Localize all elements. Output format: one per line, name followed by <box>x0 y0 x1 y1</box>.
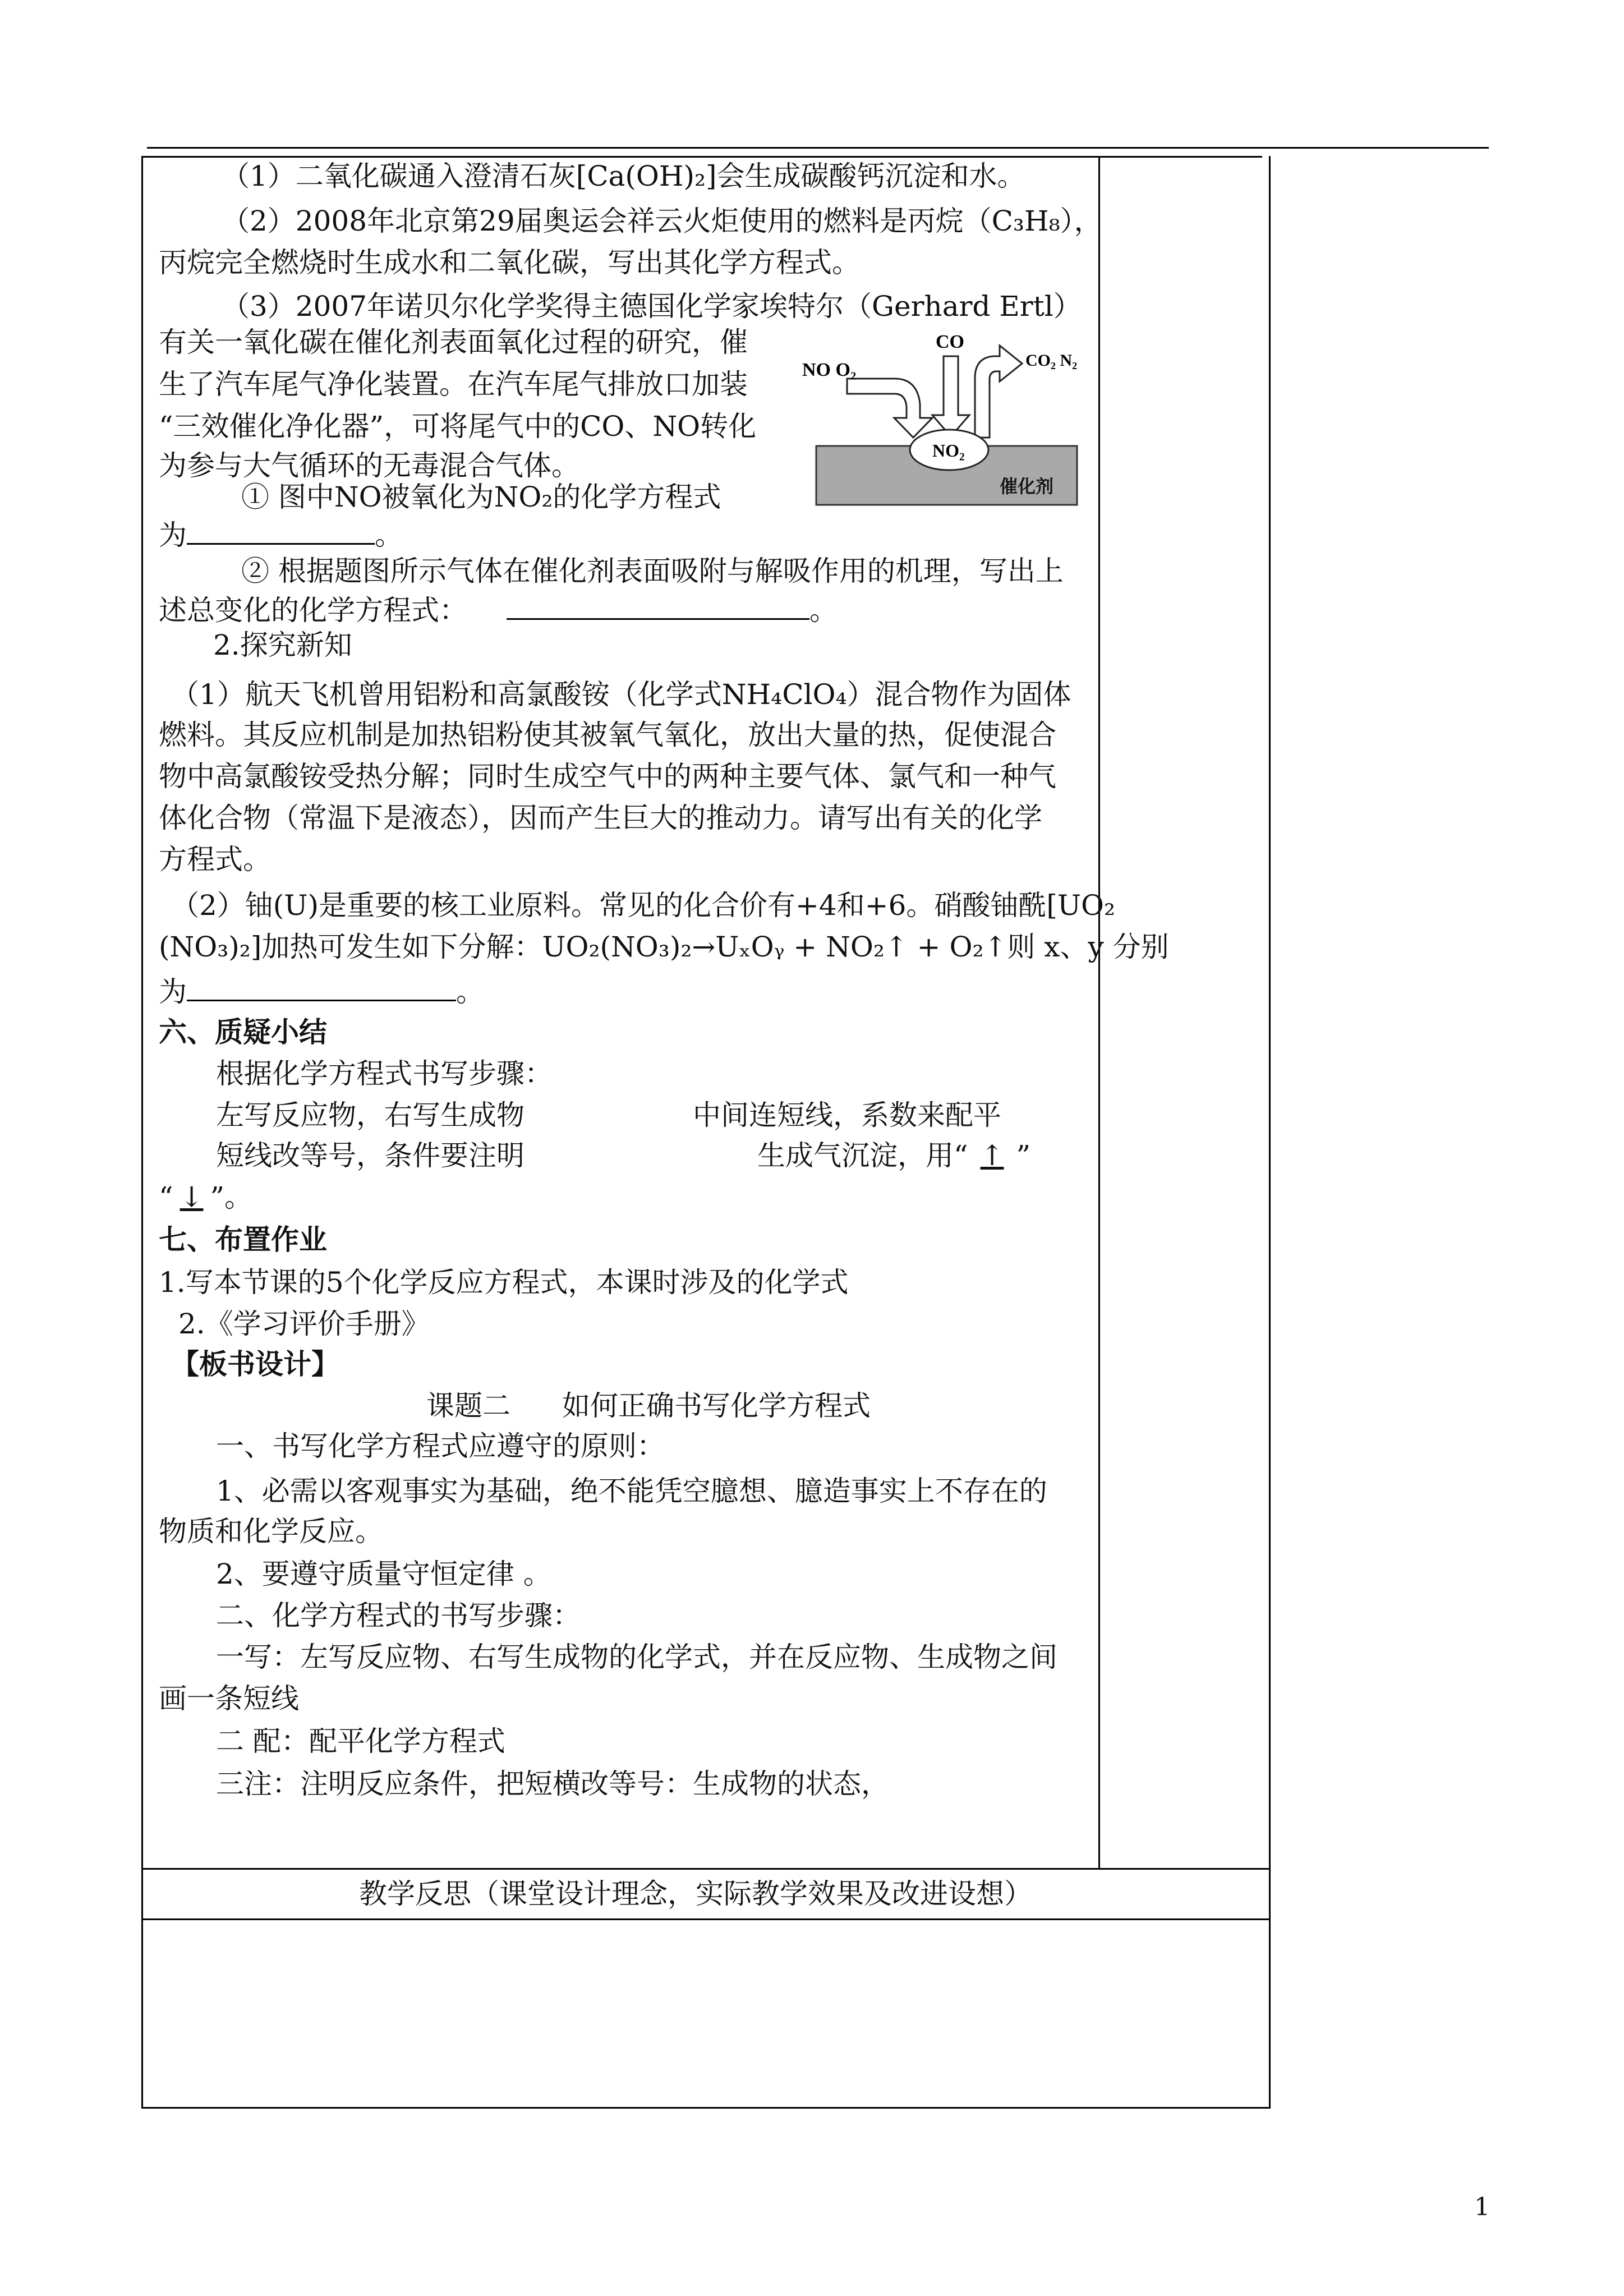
text-line: 根据化学方程式书写步骤： <box>216 1057 553 1090</box>
text-line: 方程式。 <box>159 843 271 876</box>
text-line: 物中高氯酸铵受热分解；同时生成空气中的两种主要气体、氯气和一种气 <box>159 760 1056 793</box>
text-line: ① 图中NO被氧化为NO₂的化学方程式 <box>241 481 721 513</box>
text-suffix: ”。 <box>210 1181 253 1213</box>
text-line: 中间连短线，系数来配平 <box>693 1099 1001 1131</box>
text-prefix: 为 <box>159 976 187 1008</box>
column-divider <box>1098 156 1100 1868</box>
text-line: (NO₃)₂]加热可发生如下分解：UO₂(NO₃)₂→UₓOᵧ + NO₂↑ + O₂↑则 x、y 分别 <box>159 931 1169 963</box>
text-line <box>159 1180 252 1214</box>
text-line: ② 根据题图所示气体在催化剂表面吸附与解吸作用的机理，写出上 <box>241 555 1064 587</box>
text-line: 1.写本节课的5个化学反应方程式，本课时涉及的化学式 <box>159 1266 849 1299</box>
table-right-border <box>1269 156 1271 2108</box>
text-suffix: ” <box>1016 1139 1031 1172</box>
label-co: CO <box>936 332 964 352</box>
text-line: 短线改等号，条件要注明 <box>216 1139 525 1172</box>
text-line: “三效催化净化器”，可将尾气中的CO、NO转化 <box>159 410 757 443</box>
incoming-arrow-left <box>847 379 932 438</box>
text-line: 左写反应物，右写生成物 <box>216 1099 525 1131</box>
text-line <box>757 1139 1030 1172</box>
text-line: 画一条短线 <box>159 1682 299 1715</box>
answer-blank[interactable] <box>187 516 375 545</box>
section-label: 2.探究新知 <box>213 629 352 661</box>
text-line: 生了汽车尾气净化装置。在汽车尾气排放口加装 <box>159 368 748 401</box>
board-title-right: 如何正确书写化学方程式 <box>562 1389 871 1422</box>
text-line: 体化合物（常温下是液态），因而产生巨大的推动力。请写出有关的化学 <box>159 802 1042 834</box>
text-line: （1）二氧化碳通入澄清石灰[Ca(OH)₂]会生成碳酸钙沉淀和水。 <box>222 160 1025 192</box>
table-bottom-border <box>141 2107 1271 2109</box>
text-line: 二、化学方程式的书写步骤： <box>216 1599 581 1632</box>
text-prefix: “ <box>159 1181 173 1213</box>
text-line: 三注：注明反应条件，把短横改等号：生成物的状态， <box>216 1768 889 1800</box>
text-suffix: 。 <box>375 519 403 551</box>
text-line: 有关一氧化碳在催化剂表面氧化过程的研究，催 <box>159 326 748 358</box>
text-prefix: 生成气沉淀，用“ <box>757 1139 968 1172</box>
text-line: 为参与大气循环的无毒混合气体。 <box>159 449 579 482</box>
table-left-border <box>141 156 143 2108</box>
text-line: 1、必需以客观事实为基础，绝不能凭空臆想、臆造事实上不存在的 <box>216 1475 1047 1507</box>
section-heading: 【板书设计】 <box>171 1347 339 1381</box>
gas-arrow-symbol: ↑ <box>980 1139 1004 1172</box>
outgoing-arrow-right <box>975 346 1022 438</box>
label-no-o2: NO O₂ <box>802 360 857 380</box>
text-line: 一写：左写反应物、右写生成物的化学式，并在反应物、生成物之间 <box>216 1641 1057 1673</box>
table-top-border <box>141 156 1262 158</box>
text-line: 一、书写化学方程式应遵守的原则： <box>216 1430 665 1462</box>
catalyst-diagram <box>802 325 1094 510</box>
text-line: 2、要遵守质量守恒定律 。 <box>216 1558 551 1590</box>
section-heading: 六、质疑小结 <box>159 1015 327 1048</box>
incoming-arrow-co <box>932 356 969 436</box>
answer-blank[interactable] <box>187 973 456 1001</box>
row-divider-2 <box>141 1918 1271 1920</box>
header-rule <box>147 147 1489 149</box>
text-line <box>159 591 838 627</box>
label-no2: NO₂ <box>932 440 965 461</box>
precipitate-arrow-symbol: ↓ <box>180 1181 204 1213</box>
label-co2-n2: CO₂ N₂ <box>1025 351 1078 370</box>
row-divider-1 <box>141 1868 1271 1870</box>
text-line <box>159 516 403 552</box>
text-line: （3）2007年诺贝尔化学奖得主德国化学家埃特尔（Gerhard Ertl） <box>222 290 1082 323</box>
text-line: 2.《学习评价手册》 <box>178 1308 430 1340</box>
text-line: （2）2008年北京第29届奥运会祥云火炬使用的燃料是丙烷（C₃H₈）， <box>222 205 1102 237</box>
label-catalyst: 催化剂 <box>1000 476 1054 497</box>
text-line <box>159 973 484 1009</box>
answer-blank[interactable] <box>507 591 809 620</box>
text-suffix: 。 <box>809 594 838 627</box>
text-line: 二 配：配平化学方程式 <box>216 1725 505 1757</box>
section-heading: 七、布置作业 <box>159 1223 327 1256</box>
text-suffix: 。 <box>456 976 484 1008</box>
text-prefix: 述总变化的化学方程式： <box>159 594 467 627</box>
text-line: 丙烷完全燃烧时生成水和二氧化碳，写出其化学方程式。 <box>159 246 860 279</box>
text-line: （1）航天飞机曾用铝粉和高氯酸铵（化学式NH₄ClO₄）混合物作为固体 <box>171 678 1071 711</box>
board-title-left: 课题二 <box>426 1389 510 1422</box>
text-line: 燃料。其反应机制是加热铝粉使其被氧气氧化，放出大量的热，促使混合 <box>159 719 1056 751</box>
page-number: 1 <box>1474 2193 1490 2221</box>
text-line: 物质和化学反应。 <box>159 1515 383 1548</box>
reflection-header: 教学反思（课堂设计理念，实际教学效果及改进设想） <box>359 1878 1032 1910</box>
text-line: （2）铀(U)是重要的核工业原料。常见的化合价有+4和+6。硝酸铀酰[UO₂ <box>171 889 1116 922</box>
text-prefix: 为 <box>159 519 187 551</box>
